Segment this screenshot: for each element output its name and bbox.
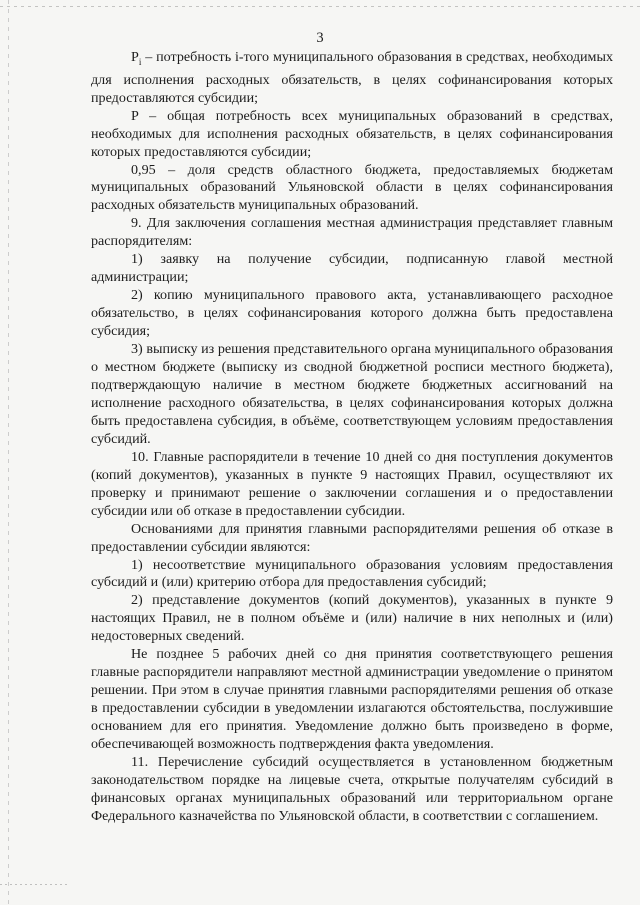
- scan-edge-bottom: [0, 884, 70, 885]
- paragraph-share-definition: 0,95 – доля средств областного бюджета, предоставляемых бюджетам муниципальных образований Ульяновской области в целях софинансирования расходных обязательств муниципальных образований.: [91, 161, 613, 214]
- paragraph-item-9: 9. Для заключения соглашения местная администрация представляет главным распорядителям:: [91, 215, 613, 250]
- paragraph-p-definition: P – общая потребность всех муниципальных образований в средствах, необходимых для исполнения расходных обязательств, в целях софинансирования которых предоставляются субсидии;: [91, 107, 613, 160]
- paragraph-item-11: 11. Перечисление субсидий осуществляется в установленном бюджетным законодательством порядке на лицевые счета, открытые получателям субсидий в финансовых органах муниципальных образований или территориальном органе Федерального казначейства по Ульяновской области, в соответствии с соглашением.: [91, 753, 613, 824]
- scan-edge-left: [8, 0, 9, 905]
- scan-edge-top: [0, 6, 640, 7]
- paragraph-item-9-2: 2) копию муниципального правового акта, устанавливающего расходное обязательство, в целях софинансирования которого должна быть предоставлена субсидия;: [91, 287, 613, 340]
- paragraph-notification: Не позднее 5 рабочих дней со дня принятия соответствующего решения главные распорядители направляют местной администрации уведомление о принятом решении. При этом в случае принятия главными распорядителями решения об отказе в предоставлении субсидии в уведомлении излагаются обстоятельства, послужившие основанием для его принятия. Уведомление должно быть произведено в форме, обеспечивающей возможность подтверждения факта уведомления.: [91, 646, 613, 753]
- paragraph-item-10: 10. Главные распорядители в течение 10 дней со дня поступления документов (копий документов), указанных в пункте 9 настоящих Правил, осуществляют их проверку и принимают решение о заключении соглашения и о предоставлении субсидии или об отказе в предоставлении субсидии.: [91, 448, 613, 519]
- paragraph-refusal-grounds: Основаниями для принятия главными распорядителями решения об отказе в предоставлении субсидии являются:: [91, 520, 613, 555]
- paragraph-item-9-3: 3) выписку из решения представительного органа муниципального образования о местном бюджете (выписку из сводной бюджетной росписи местного бюджета), подтверждающую наличие в местном бюджете бюджетных ассигнований на исполнение расходного обязательства, в целях софинансирования которых должна быть предоставлена субсидия, в объёме, соответствующем условиям предоставления субсидий.: [91, 341, 613, 447]
- paragraph-pi-definition: [91, 49, 613, 108]
- document-body: [91, 49, 613, 826]
- paragraph-refusal-ground-2: 2) представление документов (копий документов), указанных в пункте 9 настоящих Правил, не в полном объёме и (или) наличие в них неполных и (или) недостоверных сведений.: [91, 592, 613, 645]
- paragraph-text: – потребность i-того муниципального образования в средствах, необходимых для исполнения расходных обязательств, в целях софинансирования которых предоставляются субсидии;: [91, 49, 613, 106]
- paragraph-item-9-1: 1) заявку на получение субсидии, подписанную главой местной администрации;: [91, 251, 613, 286]
- page-number: 3: [316, 30, 324, 46]
- symbol-subscript-i: i: [138, 56, 142, 67]
- paragraph-refusal-ground-1: 1) несоответствие муниципального образования условиям предоставления субсидий и (или) критерию отбора для предоставления субсидий;: [91, 556, 613, 591]
- symbol-p: P: [131, 49, 139, 65]
